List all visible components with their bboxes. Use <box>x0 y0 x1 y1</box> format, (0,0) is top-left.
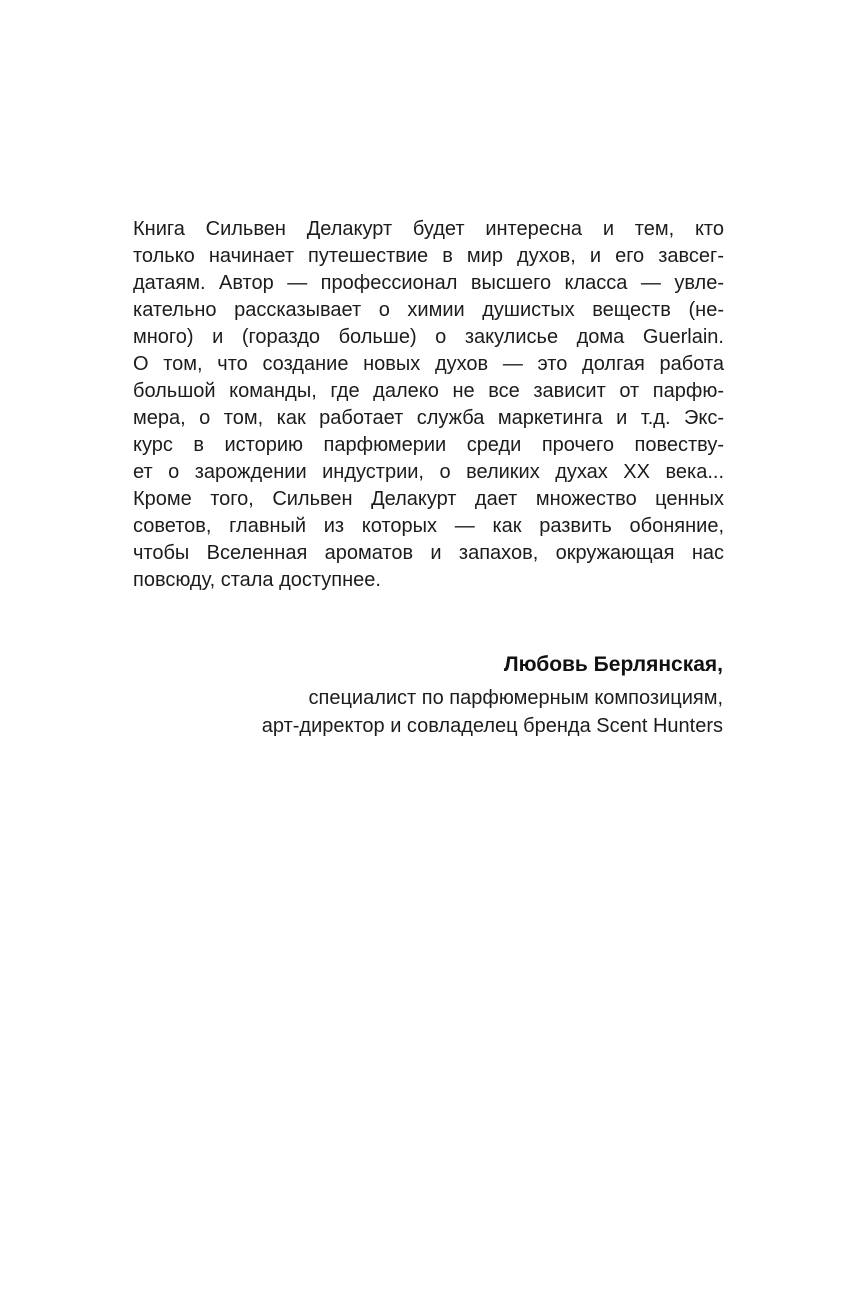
review-paragraph <box>133 216 724 594</box>
paragraph-line: повсюду, стала доступнее. <box>133 569 381 591</box>
signature-role-2: арт-директор и совладелец бренда Scent Hunters <box>261 715 723 737</box>
signature-role-1: специалист по парфюмерным композициям, <box>308 687 723 709</box>
signature-block <box>132 650 723 740</box>
paragraph-line: советов, главный из которых — как развить обоняние, <box>133 515 724 537</box>
paragraph-line: О том, что создание новых духов — это долгая работа <box>133 353 724 375</box>
paragraph-line: Книга Сильвен Делакурт будет интересна и тем, кто <box>133 218 724 240</box>
paragraph-line: только начинает путешествие в мир духов, и его завсег- <box>133 245 724 267</box>
paragraph-line: мера, о том, как работает служба маркетинга и т.д. Экс- <box>133 407 724 429</box>
paragraph-line: датаям. Автор — профессионал высшего класса — увле- <box>133 272 724 294</box>
signature-name: Любовь Берлянская, <box>503 653 723 676</box>
paragraph-line: курс в историю парфюмерии среди прочего повеству- <box>133 434 724 456</box>
paragraph-line: большой команды, где далеко не все зависит от парфю- <box>133 380 724 402</box>
paragraph-line: ет о зарождении индустрии, о великих духах XX века... <box>133 461 724 483</box>
paragraph-line: много) и (гораздо больше) о закулисье дома Guerlain. <box>133 326 724 348</box>
paragraph-line: чтобы Вселенная ароматов и запахов, окружающая нас <box>133 542 724 564</box>
paragraph-line: кательно рассказывает о химии душистых веществ (не- <box>133 299 724 321</box>
paragraph-line: Кроме того, Сильвен Делакурт дает множество ценных <box>133 488 724 510</box>
